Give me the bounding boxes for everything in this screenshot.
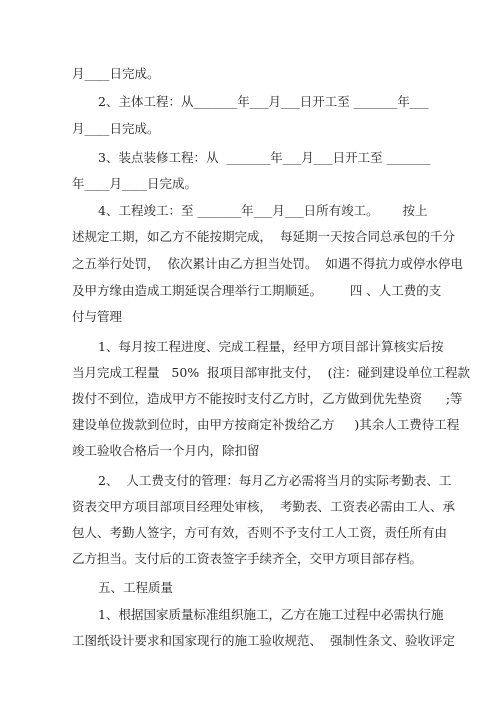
text-line: 及甲方缘由造成工期延误合理举行工期顺延。 四 、人工费的支	[72, 283, 442, 298]
text-line: 包人、考勤人签字，方可有效，否则不予支付工人工资，责任所有由	[72, 525, 448, 540]
section-heading: 五、工程质量	[98, 580, 174, 595]
text-line: 竣工验收合格后一个月内，除扣留	[72, 443, 260, 458]
text-line: 拨付不到位，造成甲方不能按时支付乙方时，乙方做到优先垫资 ;等	[72, 391, 463, 406]
text-line: 当月完成工程量 50% 报项目部审批支付， (注：碰到建设单位工程款	[72, 365, 470, 380]
text-line: 之五举行处罚， 依次累计由乙方担当处罚。 如遇不得抗力或停水停电	[72, 256, 463, 271]
text-line: 月____日完成。	[72, 121, 160, 136]
text-line: 1、每月按工程进度、完成工程量，经甲方项目部计算核实后按	[98, 339, 444, 354]
text-line: 述规定工期，如乙方不能按期完成， 每延期一天按合同总承包的千分	[72, 229, 455, 244]
text-line: 月____日完成。	[72, 66, 160, 81]
text-line: 4、工程竣工：至 _______年___月___日所有竣工。 按上	[98, 203, 428, 218]
text-line: 年____月____日完成。	[72, 176, 198, 191]
text-line: 付与管理	[72, 309, 123, 324]
text-line: 3、装点装修工程：从 _______年___月___日开工至 _______	[98, 150, 431, 165]
text-line: 乙方担当。支付后的工资表签字手续齐全，交甲方项目部存档。	[72, 551, 423, 566]
text-line: 工图纸设计要求和国家现行的施工验收规范、 强制性条文、验收评定	[72, 633, 455, 648]
text-line: 2、主体工程：从_______年___月___日开工至 _______年___	[98, 94, 429, 109]
text-line: 1、根据国家质量标准组织施工，乙方在施工过程中必需执行施	[98, 607, 444, 622]
text-line: 资表交甲方项目部项目经理处审核， 考勤表、工资表必需由工人、承	[72, 499, 455, 514]
text-line: 2、 人工费支付的管理：每月乙方必需将当月的实际考勤表、工	[98, 473, 452, 488]
text-line: 建设单位拨款到位时，由甲方按商定补拨给乙方 )其余人工费待工程	[72, 417, 460, 432]
